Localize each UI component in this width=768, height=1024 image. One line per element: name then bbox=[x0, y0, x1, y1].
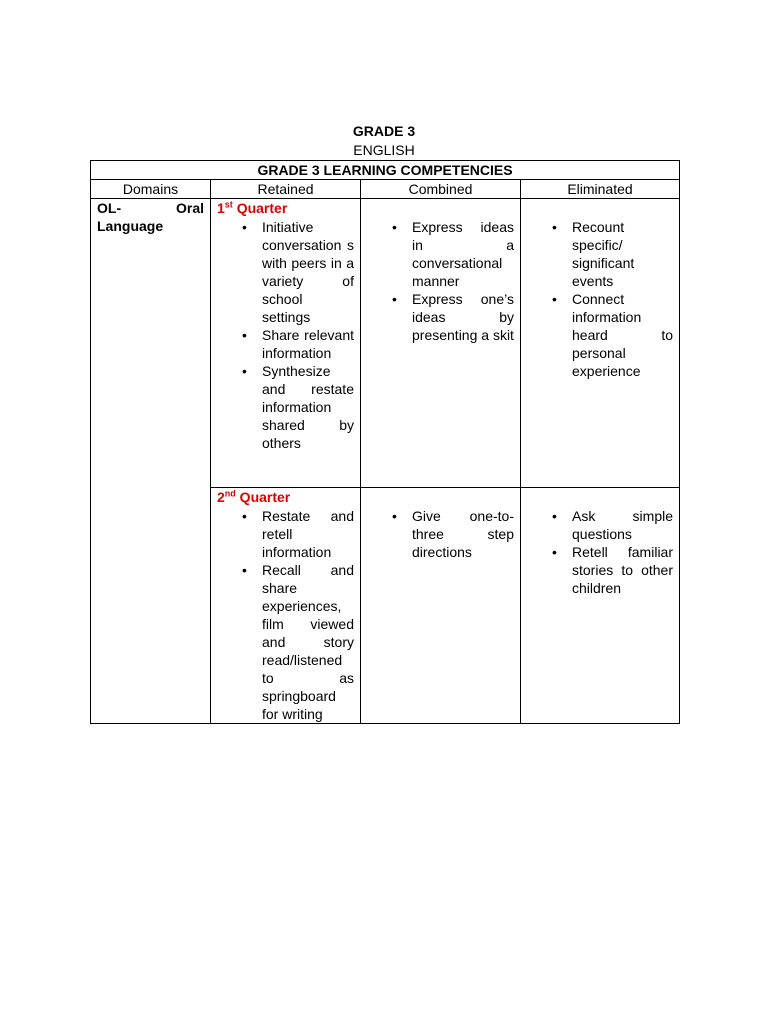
domain-cell bbox=[91, 199, 211, 724]
document-subtitle: ENGLISH bbox=[353, 142, 415, 158]
table-caption: GRADE 3 LEARNING COMPETENCIES bbox=[91, 161, 680, 180]
header-domains: Domains bbox=[91, 180, 211, 199]
list-item: • Restate and retell information bbox=[211, 507, 360, 561]
domain-word-2: Language bbox=[97, 218, 164, 234]
list-item: • Share relevant information bbox=[211, 326, 360, 362]
combined-cell-q2 bbox=[361, 488, 521, 724]
list-item: • Initiative conversation s with peers in a variety of school settings bbox=[211, 218, 360, 326]
table-row bbox=[91, 199, 680, 488]
combined-list-q1 bbox=[361, 218, 520, 344]
domain-word: Oral bbox=[175, 200, 204, 216]
list-item: • Connect information heard to personal experience bbox=[521, 290, 679, 380]
document-title: GRADE 3 bbox=[352, 123, 416, 139]
domain-code: OL- bbox=[97, 200, 122, 216]
retained-list-q2 bbox=[211, 507, 360, 723]
competencies-table bbox=[90, 160, 680, 724]
list-item: • Express one’s ideas by presenting a skit bbox=[361, 290, 520, 344]
list-item: • Synthesize and restate information shared by others bbox=[211, 362, 360, 452]
list-item: • Ask simple questions bbox=[521, 507, 679, 543]
retained-list-q1 bbox=[211, 218, 360, 452]
combined-list-q2 bbox=[361, 507, 520, 561]
list-item: • Recall and share experiences, film viewed and story read/listened to as springboard for writing bbox=[211, 561, 360, 723]
list-item: • Recount specific/ significant events bbox=[521, 218, 679, 290]
combined-cell-q1 bbox=[361, 199, 521, 488]
retained-cell-q1 bbox=[211, 199, 361, 488]
header-combined: Combined bbox=[361, 180, 521, 199]
eliminated-list-q2 bbox=[521, 507, 679, 597]
quarter-label-q2: 2nd Quarter bbox=[217, 488, 291, 505]
retained-cell-q2 bbox=[211, 488, 361, 724]
list-item: • Give one-to-three step directions bbox=[361, 507, 520, 561]
eliminated-cell-q1 bbox=[521, 199, 680, 488]
header-eliminated: Eliminated bbox=[521, 180, 680, 199]
quarter-label-q1: 1st Quarter bbox=[217, 199, 288, 216]
eliminated-cell-q2 bbox=[521, 488, 680, 724]
list-item: • Retell familiar stories to other children bbox=[521, 543, 679, 597]
list-item: • Express ideas in a conversational manner bbox=[361, 218, 520, 290]
eliminated-list-q1 bbox=[521, 218, 679, 380]
header-retained: Retained bbox=[211, 180, 361, 199]
